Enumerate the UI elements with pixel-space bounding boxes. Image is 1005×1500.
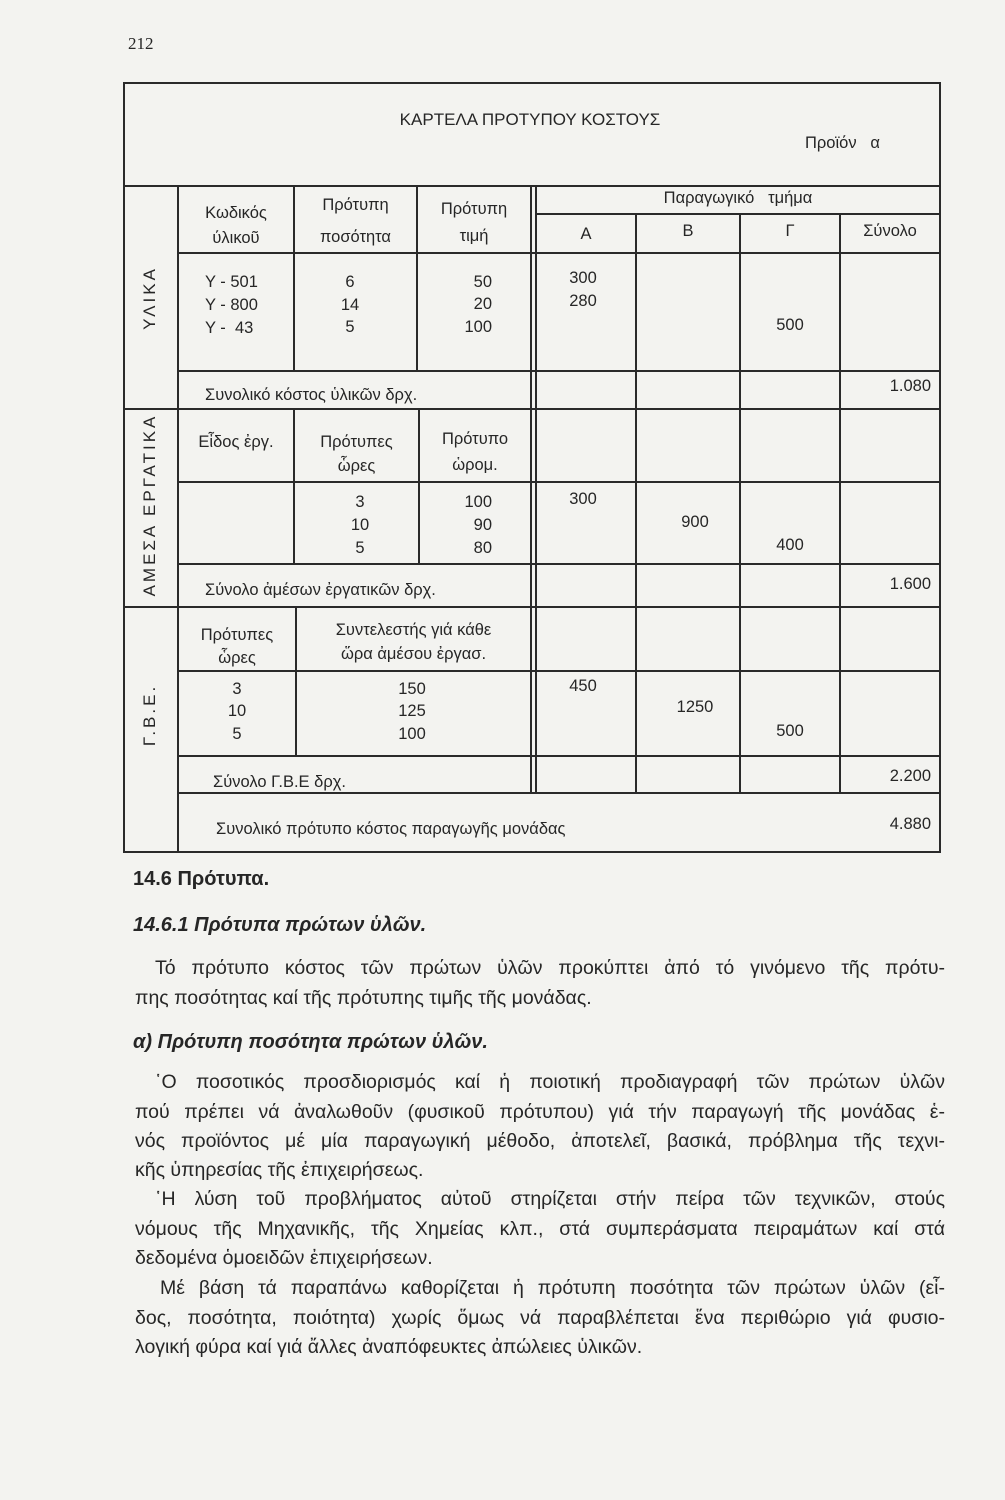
col-header: Πρότυπες bbox=[200, 626, 274, 644]
card-title: ΚΑΡΤΕΛΑ ΠΡΟΤΥΠΟΥ ΚΟΣΤΟΥΣ bbox=[399, 110, 661, 129]
col-header: Πρότυπες bbox=[320, 433, 393, 451]
paragraph-line: Τό πρότυπο κόστος τῶν πρώτων ὑλῶν προκύπτει ἀπό τό γινόμενο τῆς πρότυ- bbox=[155, 957, 945, 979]
section-label-materials: ΥΛΙΚΑ bbox=[140, 266, 159, 330]
paragraph-line: νός προϊόντος μέ μία παραγωγική μέθοδο, ἀποτελεῖ, βασικά, πρόβλημα τῆς τεχνι- bbox=[135, 1130, 945, 1152]
divider bbox=[177, 370, 940, 372]
divider bbox=[123, 606, 941, 608]
labor-total-label: Σύνολο ἀμέσων ἐργατικῶν δρχ. bbox=[205, 581, 436, 599]
divider bbox=[635, 213, 637, 793]
overhead-factor: 125 bbox=[398, 702, 426, 720]
dept-header: Παραγωγικό τμήμα bbox=[663, 189, 813, 207]
paragraph-line: ῾Η λύση τοῦ προβλήματος αὐτοῦ στηρίζεται στήν πείρα τῶν τεχνικῶν, στούς bbox=[155, 1188, 945, 1210]
divider bbox=[177, 481, 940, 483]
dept-g-value: 400 bbox=[776, 536, 804, 554]
dept-col-g: Γ bbox=[785, 222, 795, 240]
divider bbox=[123, 82, 941, 84]
overhead-hours: 5 bbox=[232, 725, 242, 743]
paragraph-line: λογική φύρα καί γιά ἄλλες ἀναπόφευκτες ἀπώλειες ὑλικῶν. bbox=[135, 1336, 643, 1358]
divider bbox=[839, 213, 841, 793]
material-code: Υ - 43 bbox=[205, 319, 254, 337]
material-code: Υ - 800 bbox=[205, 296, 258, 314]
labor-hours: 10 bbox=[350, 516, 370, 534]
labor-hours: 3 bbox=[355, 493, 365, 511]
dept-a-value: 300 bbox=[569, 269, 597, 287]
col-header: ὥρα ἀμέσου ἐργασ. bbox=[340, 645, 487, 663]
overhead-total: 2.200 bbox=[889, 767, 931, 785]
paragraph-line: δος, ποσότητα, ποιότητα) χωρίς ὅμως νά παραβλέπεται ἕνα περιθώριο γιά φυσιο- bbox=[135, 1307, 945, 1329]
page-number: 212 bbox=[128, 34, 154, 53]
labor-rate: 100 bbox=[464, 493, 492, 511]
labor-total: 1.600 bbox=[889, 575, 931, 593]
divider bbox=[530, 185, 532, 793]
dept-a-value: 450 bbox=[569, 677, 597, 695]
material-price: 100 bbox=[464, 318, 492, 336]
col-header: ποσότητα bbox=[320, 228, 391, 246]
overhead-factor: 100 bbox=[398, 725, 426, 743]
paragraph-line: ῾Ο ποσοτικός προσδιορισμός καί ἡ ποιοτική προδιαγραφή τῶν πρώτων ὑλῶν bbox=[155, 1071, 945, 1093]
grand-total-label: Συνολικό πρότυπο κόστος παραγωγῆς μονάδας bbox=[216, 820, 566, 838]
divider bbox=[535, 213, 940, 215]
col-header: ὧρες bbox=[337, 457, 376, 475]
dept-col-a: Α bbox=[580, 225, 592, 243]
overhead-hours: 3 bbox=[232, 680, 242, 698]
grand-total: 4.880 bbox=[889, 815, 931, 833]
divider bbox=[177, 792, 940, 794]
materials-total-label: Συνολικό κόστος ὑλικῶν δρχ. bbox=[205, 386, 418, 404]
divider bbox=[939, 82, 941, 853]
section-heading: 14.6 Πρότυπα. bbox=[133, 868, 270, 890]
dept-g-value: 500 bbox=[776, 722, 804, 740]
col-header: Συντελεστής γιά κάθε bbox=[335, 621, 492, 639]
overhead-total-label: Σύνολο Γ.Β.Ε δρχ. bbox=[213, 773, 346, 791]
subheading: α) Πρότυπη ποσότητα πρώτων ὑλῶν. bbox=[133, 1031, 488, 1053]
col-header: ύλικοῦ bbox=[212, 229, 260, 247]
dept-a-value: 280 bbox=[569, 292, 597, 310]
dept-g-value: 500 bbox=[776, 316, 804, 334]
divider bbox=[123, 82, 125, 853]
col-header: Πρότυπη bbox=[440, 200, 508, 218]
paragraph-line: πης ποσότητας καί τῆς πρότυπης τιμῆς τῆς μονάδας. bbox=[135, 987, 592, 1009]
divider bbox=[123, 408, 941, 410]
labor-rate: 80 bbox=[473, 539, 492, 557]
divider bbox=[177, 670, 940, 672]
materials-total: 1.080 bbox=[889, 377, 931, 395]
material-qty: 5 bbox=[345, 318, 355, 336]
overhead-hours: 10 bbox=[227, 702, 247, 720]
section-label-overhead: Γ.Β.Ε. bbox=[140, 683, 159, 747]
material-price: 20 bbox=[473, 295, 492, 313]
paragraph-line: πού πρέπει νά ἀναλωθοῦν (φυσικοῦ πρότυπου) γιά τήν παραγωγή τῆς μονάδας ἑ- bbox=[135, 1101, 945, 1123]
dept-col-total: Σύνολο bbox=[863, 222, 917, 240]
col-header: ὧρες bbox=[218, 649, 256, 667]
col-header: Πρότυπο bbox=[441, 430, 509, 448]
divider bbox=[177, 563, 940, 565]
product-label: Προϊόν α bbox=[805, 134, 880, 152]
divider bbox=[123, 851, 941, 853]
col-header: ὡρομ. bbox=[452, 456, 498, 474]
dept-a-value: 300 bbox=[569, 490, 597, 508]
divider bbox=[177, 185, 179, 853]
dept-b-value: 1250 bbox=[676, 698, 714, 716]
paragraph-line: νόμους τῆς Μηχανικῆς, τῆς Χημείας κλπ., στά συμπεράσματα πειραμάτων καί στά bbox=[135, 1218, 945, 1240]
labor-hours: 5 bbox=[355, 539, 365, 557]
paragraph-line: Μέ βάση τά παραπάνω καθορίζεται ἡ πρότυπη ποσότητα τῶν πρώτων ὑλῶν (εἶ- bbox=[160, 1277, 945, 1299]
material-qty: 14 bbox=[340, 296, 360, 314]
overhead-factor: 150 bbox=[398, 680, 426, 698]
subsection-heading: 14.6.1 Πρότυπα πρώτων ὑλῶν. bbox=[133, 914, 427, 936]
col-header: Εἶδος ἐργ. bbox=[198, 433, 274, 451]
divider bbox=[739, 213, 741, 793]
labor-rate: 90 bbox=[473, 516, 492, 534]
divider bbox=[177, 755, 940, 757]
paragraph-line: κῆς ὑπηρεσίας τῆς ἐπιχειρήσεως. bbox=[135, 1159, 424, 1181]
col-header: Κωδικός bbox=[205, 204, 267, 222]
col-header: τιμή bbox=[459, 227, 489, 245]
divider bbox=[177, 252, 940, 254]
divider bbox=[123, 185, 941, 187]
section-label-labor: ΑΜΕΣΑ ΕΡΓΑΤΙΚΑ bbox=[140, 413, 159, 597]
paragraph-line: δεδομένα ὁμοειδῶν ἐπιχειρήσεων. bbox=[135, 1247, 433, 1269]
material-code: Υ - 501 bbox=[205, 273, 258, 291]
col-header: Πρότυπη bbox=[322, 196, 389, 214]
material-qty: 6 bbox=[345, 273, 355, 291]
dept-b-value: 900 bbox=[681, 513, 709, 531]
material-price: 50 bbox=[473, 273, 492, 291]
dept-col-b: Β bbox=[682, 222, 694, 240]
